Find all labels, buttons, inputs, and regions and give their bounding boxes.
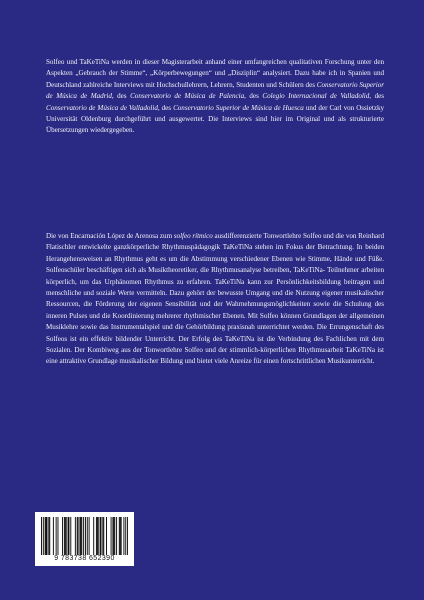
barcode-bar	[79, 517, 80, 555]
barcode-bar	[78, 517, 79, 555]
paragraph-text-run: , des	[157, 103, 174, 112]
italic-institution-text: solfeo rítmico	[173, 232, 213, 240]
barcode-bar	[56, 517, 57, 555]
barcode-bar	[80, 517, 81, 555]
barcode-bar	[111, 517, 112, 555]
barcode-bar	[75, 517, 76, 555]
barcode-bar	[121, 517, 122, 555]
barcode-bar	[123, 517, 124, 555]
barcode-bar	[85, 517, 86, 555]
barcode-bar	[89, 517, 90, 555]
barcode-bar	[46, 517, 47, 555]
barcode-bar	[68, 517, 69, 555]
paragraph-text-run: ausdifferenzierte Tonwortlehre Solfeo und die von Reinhard Flatischler entwickelte ganzkörperliche Rhythmuspädagogik TaKeTiNa stehen im Fokus der Betrachtung. In beiden Herangehensweisen an Rhythmus geht es um die Abstimmung verschiedener Ebenen wie Stimme, Hände und Füße. Solfeoschüler beschäftigen sich als Musiktheoretiker, die Rhythmusanalyse betreiben, TaKeTiNa- Teilnehmer arbeiten körperlich, um das Urphänomen Rhythmus zu erfahren. TaKeTiNa kann zur Persönlichkeitsbildung beitragen und menschliche und soziale Werte vermitteln. Dazu gehört der bewusste Umgang und die Nutzung eigener musikalischer Ressourcen, die Förderung der eigenen Sensibilität und der Wahrnehmungsmöglichkeiten sowie die Schulung des inneren Pulses und die Koordinierung mehrerer rhythmischer Ebenen. Mit Solfeo können Grundlagen der allgemeinen Musiklehre sowie das Instrumentalspiel und die Gehörbildung praxisnah unterrichtet werden. Die Errungenschaft des Solfeos ist ein effektiv bildender Unterricht. Der Erfolg des TaKeTiNa ist die Verbindung des Fachlichen mit dem Sozialen. Der Kombiweg aus der Tonwortlehre Solfeo und der stimmlich-körperlichen Rhythmusarbeit TaKeTiNa ist eine attraktive Grundlage musikalischer Bildung und bietet viele Anreize für einen fortschrittlichen Musikunterricht.	[46, 232, 384, 366]
paragraph-text-run: , des	[111, 92, 131, 101]
barcode-bar	[65, 517, 66, 555]
barcode-bar	[57, 517, 58, 555]
barcode-bar	[112, 517, 113, 555]
paragraph-text-run: Solfeo und TaKeTiNa werden in dieser Magisterarbeit anhand einer umfangreichen qualitativen Forschung unter den Aspekten „Gebrauch der Stimme“, „Körperbewegungen“ und „Disziplin“ analysiert. Dazu habe ich in Spanien und Deutschland zahlreiche Interviews mit Hochschullehrern, Lehrern, Studenten und Schülern des	[46, 58, 384, 89]
barcode-bar	[127, 517, 128, 555]
paragraph-text-run: und der Carl von Ossietzky Universität Oldenburg durchgeführt und ausgewertet. Die Interviews sind hier im Original und als strukturierte Übersetzungen wiedergegeben.	[46, 103, 384, 135]
barcode-bar	[43, 517, 44, 555]
barcode-bar	[87, 517, 88, 555]
abstract-paragraph-2	[46, 231, 384, 368]
barcode-bar	[93, 517, 94, 555]
italic-institution-text: Colegio Internacional de Valladolid	[262, 92, 370, 101]
barcode-bar	[98, 517, 99, 555]
isbn-number: 9 783738 652390	[54, 555, 115, 562]
barcode-bar	[45, 517, 46, 555]
barcode-bar	[77, 517, 78, 555]
italic-institution-text: Conservatorio de Música de Palencia	[130, 92, 245, 101]
italic-institution-text: Conservatorio de Música de Valladolid	[46, 103, 158, 112]
paragraph-text-run: , des	[369, 92, 384, 101]
italic-institution-text: Conservatorio Superior de Música de Huesca	[173, 103, 304, 112]
barcode-bar	[103, 517, 104, 555]
barcode-bar	[68, 517, 69, 555]
barcode-bar	[114, 517, 115, 555]
barcode-bar	[81, 517, 82, 555]
isbn-barcode	[35, 512, 134, 566]
barcode-bar	[62, 517, 63, 555]
barcode-bar	[102, 517, 103, 555]
barcode-bar	[101, 517, 102, 555]
barcode-bar	[48, 517, 49, 555]
barcode-bar	[113, 517, 114, 555]
barcode-bar	[120, 517, 121, 555]
barcode-bars	[41, 517, 128, 555]
paragraph-text-run: Die von Encarnación López de Arenosa zum	[46, 232, 174, 240]
barcode-bar	[100, 517, 101, 555]
barcode-bar	[96, 517, 97, 555]
barcode-bar	[66, 517, 67, 555]
barcode-bar	[125, 517, 126, 555]
barcode-bar	[119, 517, 120, 555]
barcode-bar	[70, 517, 71, 555]
barcode-bar	[83, 517, 84, 555]
barcode-bar	[49, 517, 50, 555]
barcode-bar	[116, 517, 117, 555]
italic-institution-text: Conservatorio Superior de Música de Madrid	[46, 80, 385, 101]
paragraph-text-run: , des	[244, 92, 263, 101]
barcode-bar	[97, 517, 98, 555]
barcode-bar	[46, 517, 47, 555]
barcode-bar	[41, 517, 42, 555]
barcode-bar	[64, 517, 65, 555]
barcode-bar	[106, 517, 107, 555]
barcode-bar	[53, 517, 54, 555]
abstract-paragraph-1	[46, 57, 384, 137]
